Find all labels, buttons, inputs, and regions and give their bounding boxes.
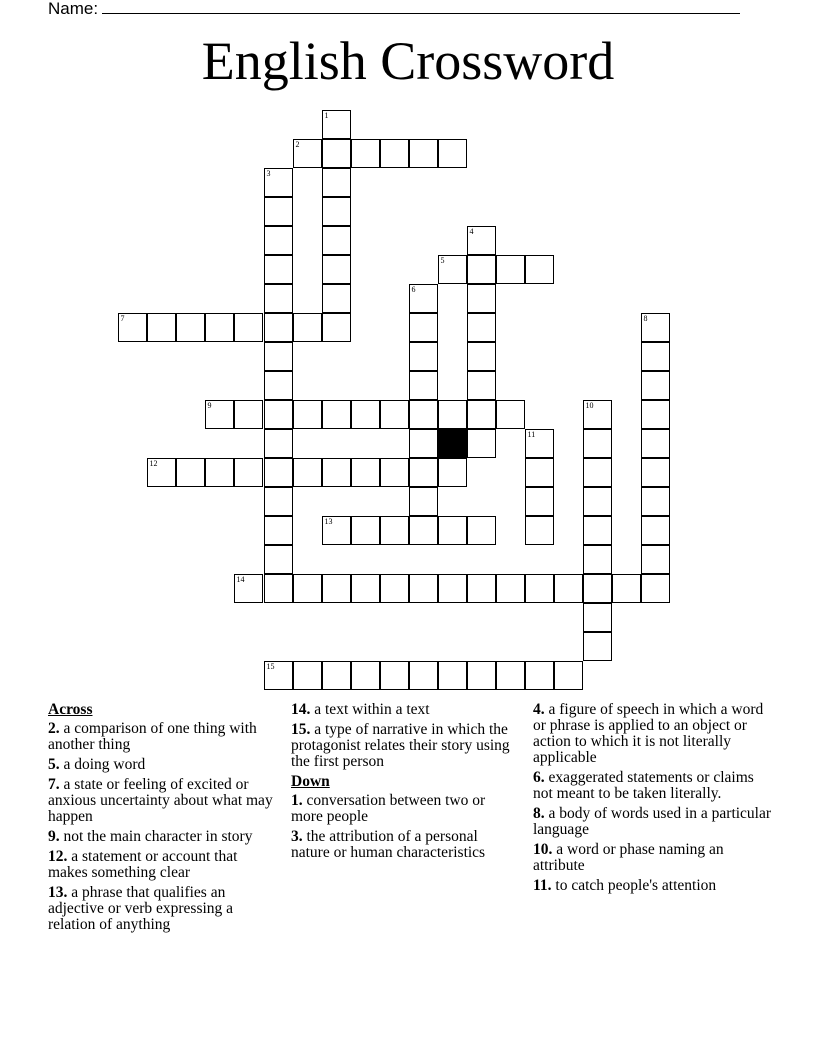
down-clue-list [291,793,516,861]
clue-number: 11 [527,429,536,439]
clue-number: 2. [48,720,60,737]
clue-number: 5 [440,255,445,265]
grid-cell[interactable] [264,313,293,342]
grid-cell[interactable] [525,255,554,284]
clue-number: 12 [149,458,158,468]
clue-text: conversation between two or more people [291,792,486,825]
clue-number: 10. [533,841,553,858]
clue [48,885,278,933]
clue [533,878,773,894]
grid-cell[interactable] [118,313,147,342]
grid-cell[interactable] [409,313,438,342]
clue-text: a text within a text [310,701,430,718]
grid-cell[interactable] [293,400,322,429]
grid-cell[interactable] [380,458,409,487]
clue-text: to catch people's attention [551,877,717,894]
grid-cell[interactable] [641,342,670,371]
grid-cell[interactable] [264,429,293,458]
clue [533,806,773,838]
grid-cell[interactable] [525,429,554,458]
grid-cell[interactable] [525,661,554,690]
grid-cell[interactable] [264,342,293,371]
grid-cell[interactable] [293,139,322,168]
clue-number: 8. [533,805,545,822]
grid-cell[interactable] [467,429,496,458]
grid-cell[interactable] [525,487,554,516]
clue-number: 1 [324,110,329,120]
grid-cell[interactable] [467,284,496,313]
grid-cell[interactable] [641,516,670,545]
grid-cell[interactable] [264,197,293,226]
grid-cell[interactable] [264,487,293,516]
grid-cell[interactable] [380,139,409,168]
grid-cell[interactable] [264,400,293,429]
grid-cell[interactable] [583,429,612,458]
clue [48,721,278,753]
grid-cell[interactable] [467,400,496,429]
grid-cell[interactable] [641,371,670,400]
grid-cell[interactable] [583,487,612,516]
grid-cell[interactable] [380,661,409,690]
clue [48,777,278,825]
grid-cell[interactable] [583,574,612,603]
clue [291,702,516,718]
grid-cell[interactable] [322,110,351,139]
grid-cell[interactable] [409,139,438,168]
grid-cell[interactable] [467,226,496,255]
clue [291,829,516,861]
clue-number: 9. [48,828,60,845]
clue [48,829,278,845]
grid-cell[interactable] [583,545,612,574]
grid-cell[interactable] [264,371,293,400]
clue [291,722,516,770]
clue-text: exaggerated statements or claims not meant to be taken literally. [533,769,754,802]
grid-cell[interactable] [496,400,525,429]
grid-cell[interactable] [438,661,467,690]
grid-cell[interactable] [583,632,612,661]
grid-cell[interactable] [641,429,670,458]
clue-text: a statement or account that makes something clear [48,848,238,881]
clue-text: a figure of speech in which a word or phrase is applied to an object or action to which it is not literally applicable [533,701,764,766]
grid-cell[interactable] [438,574,467,603]
grid-cell[interactable] [554,574,583,603]
clue-number: 4 [469,226,474,236]
grid-cell[interactable] [641,545,670,574]
clue-number: 4. [533,701,545,718]
grid-cell[interactable] [322,574,351,603]
grid-cell[interactable] [641,400,670,429]
grid-cell[interactable] [351,516,380,545]
clue-text: a state or feeling of excited or anxious uncertainty about what may happen [48,776,273,825]
grid-cell[interactable] [467,255,496,284]
grid-cell[interactable] [205,458,234,487]
grid-cell[interactable] [322,516,351,545]
clues-column-1 [48,702,278,937]
grid-cell[interactable] [438,255,467,284]
clue-number: 7 [120,313,125,323]
grid-cell[interactable] [612,574,641,603]
name-field-label [48,0,740,19]
clue-number: 3. [291,828,303,845]
grid-cell[interactable] [467,313,496,342]
grid-cell[interactable] [525,458,554,487]
name-label: Name: [48,0,99,18]
grid-cell[interactable] [351,139,380,168]
down-clue-list-continued [533,702,773,894]
clue-number: 13. [48,884,68,901]
grid-cell[interactable] [409,342,438,371]
clue [291,793,516,825]
page-title: English Crossword [201,31,615,91]
grid-cell[interactable] [409,400,438,429]
clue-number: 6. [533,769,545,786]
grid-cell[interactable] [322,226,351,255]
clue-number: 7. [48,776,60,793]
grid-cell[interactable] [351,574,380,603]
grid-cell[interactable] [525,516,554,545]
grid-cell[interactable] [409,458,438,487]
clue-text: a comparison of one thing with another thing [48,720,257,753]
grid-cell[interactable] [467,371,496,400]
grid-cell[interactable] [264,255,293,284]
clue [533,702,773,766]
clue-number: 15 [266,661,275,671]
grid-cell[interactable] [176,458,205,487]
clue-number: 13 [324,516,333,526]
grid-cell[interactable] [322,458,351,487]
grid-cell[interactable] [264,284,293,313]
grid-cell[interactable] [467,516,496,545]
grid-cell[interactable] [264,516,293,545]
grid-cell[interactable] [380,400,409,429]
grid-cell[interactable] [641,574,670,603]
grid-cell[interactable] [467,661,496,690]
grid-cell[interactable] [438,516,467,545]
grid-cell[interactable] [264,168,293,197]
grid-cell[interactable] [322,139,351,168]
grid-cell[interactable] [351,400,380,429]
grid-cell[interactable] [496,661,525,690]
grid-cell[interactable] [583,458,612,487]
grid-cell[interactable] [264,545,293,574]
clue [533,842,773,874]
grid-cell[interactable] [264,226,293,255]
grid-cell[interactable] [351,661,380,690]
grid-cell[interactable] [438,458,467,487]
grid-cell[interactable] [293,458,322,487]
clue [48,757,278,773]
grid-cell[interactable] [583,516,612,545]
grid-cell[interactable] [322,400,351,429]
grid-cell[interactable] [322,661,351,690]
grid-cell[interactable] [322,197,351,226]
clue-text: a word or phase naming an attribute [533,841,724,874]
grid-cell[interactable] [176,313,205,342]
clue-text: a phrase that qualifies an adjective or verb expressing a relation of anything [48,884,234,933]
grid-cell[interactable] [264,661,293,690]
clue-number: 2 [295,139,300,149]
grid-cell[interactable] [293,574,322,603]
grid-cell[interactable] [322,168,351,197]
across-clue-list [48,721,278,933]
grid-cell[interactable] [496,574,525,603]
grid-cell[interactable] [438,139,467,168]
grid-cell[interactable] [234,574,263,603]
down-heading: Down [291,773,330,790]
clue-number: 14 [236,574,245,584]
grid-cell[interactable] [322,284,351,313]
across-heading: Across [48,701,93,718]
grid-cell[interactable] [409,284,438,313]
grid-cell[interactable] [467,574,496,603]
grid-cell[interactable] [322,255,351,284]
grid-cell[interactable] [467,342,496,371]
grid-cell[interactable] [380,574,409,603]
grid-cell[interactable] [234,458,263,487]
grid-cell[interactable] [641,313,670,342]
clue-number: 14. [291,701,311,718]
grid-cell[interactable] [234,400,263,429]
grid-cell[interactable] [147,313,176,342]
grid-cell[interactable] [147,458,176,487]
clue-number: 12. [48,848,68,865]
grid-cell[interactable] [293,661,322,690]
grid-cell[interactable] [409,487,438,516]
grid-cell[interactable] [409,429,438,458]
grid-cell[interactable] [409,371,438,400]
clue-number: 8 [643,313,648,323]
grid-cell[interactable] [264,574,293,603]
blocked-cell [438,429,467,458]
grid-cell[interactable] [641,458,670,487]
grid-cell[interactable] [496,255,525,284]
clue [48,849,278,881]
grid-cell[interactable] [583,603,612,632]
grid-cell[interactable] [554,661,583,690]
clues-column-3 [533,702,773,898]
clue-number: 9 [207,400,212,410]
clue-text: the attribution of a personal nature or human characteristics [291,828,486,861]
clue-number: 6 [411,284,416,294]
grid-cell[interactable] [409,516,438,545]
grid-cell[interactable] [234,313,263,342]
grid-cell[interactable] [409,661,438,690]
clue [533,770,773,802]
grid-cell[interactable] [380,516,409,545]
clue-text: a type of narrative in which the protagonist relates their story using the first person [291,721,510,770]
clue-number: 5. [48,756,60,773]
clue-number: 10 [585,400,594,410]
name-line[interactable] [102,0,740,14]
clues-column-2 [291,702,516,865]
clue-number: 3 [266,168,271,178]
grid-cell[interactable] [322,313,351,342]
grid-cell[interactable] [641,487,670,516]
grid-cell[interactable] [583,400,612,429]
grid-cell[interactable] [205,400,234,429]
clue-text: not the main character in story [59,828,253,845]
grid-cell[interactable] [264,458,293,487]
grid-cell[interactable] [409,574,438,603]
grid-cell[interactable] [205,313,234,342]
clue-text: a doing word [59,756,146,773]
across-clue-list-continued [291,702,516,770]
grid-cell[interactable] [438,400,467,429]
clue-number: 11. [533,877,552,894]
grid-cell[interactable] [525,574,554,603]
clue-number: 15. [291,721,311,738]
clue-number: 1. [291,792,303,809]
grid-cell[interactable] [293,313,322,342]
clue-text: a body of words used in a particular language [533,805,772,838]
grid-cell[interactable] [351,458,380,487]
